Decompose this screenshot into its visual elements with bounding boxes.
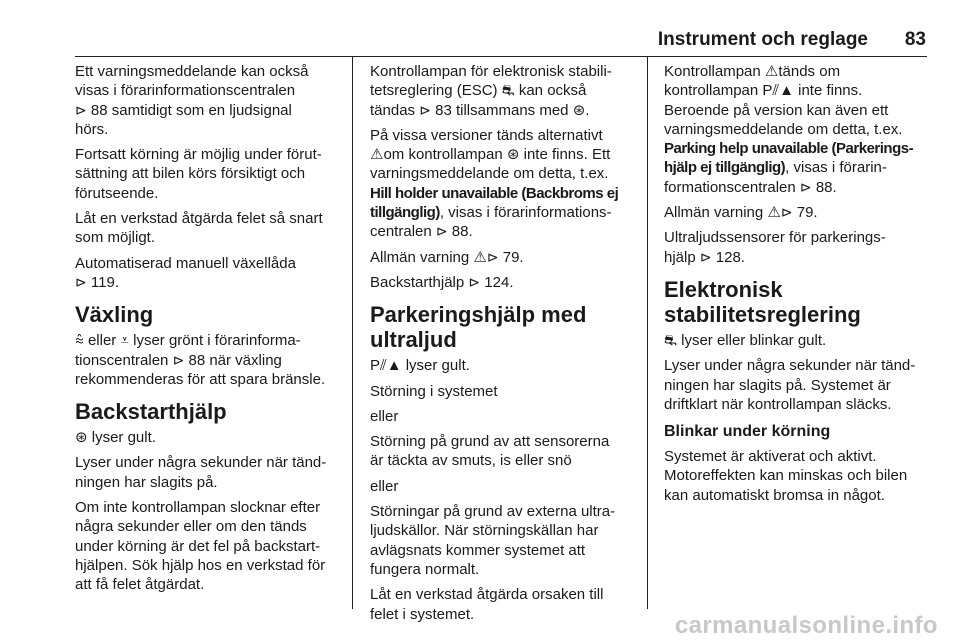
page-number: 83: [904, 29, 926, 50]
park-assist-icon: P⫽▲: [762, 82, 794, 100]
paragraph: Backstarthjälp ⊳ 124.: [370, 273, 514, 291]
page-ref-arrow-icon: ⊳: [699, 248, 712, 265]
paragraph: Om inte kontrollampan slocknar efter några sekunder eller om den tänds under körning är det fel på backstart- hjälpen. Sök hjälp hos en verkstad för att få felet åtgärdat.: [75, 499, 326, 594]
page-ref-link[interactable]: 124.: [484, 273, 514, 291]
page-ref-arrow-icon: ⊳: [172, 351, 185, 368]
paragraph: Låt en verkstad åtgärda orsaken till felet i systemet.: [370, 586, 604, 623]
page-ref-arrow-icon: ⊳: [75, 101, 87, 118]
paragraph: Automatiserad manuell växellåda ⊳ 119.: [75, 254, 296, 291]
paragraph: På vissa versioner tänds alternativt ⚠om kontrollampan ⊛ inte finns. Ett varningsmeddelande om detta, t.ex. Hill holder unavailable (Backbroms ej tillgänglig), visas i förarinformations- centralen ⊳ 88.: [370, 126, 619, 241]
page-ref-arrow-icon: ⊳: [486, 248, 499, 265]
paragraph: Allmän varning ⚠⊳ 79.: [664, 204, 818, 222]
paragraph: Störning i systemet: [370, 382, 498, 400]
header-rule: [75, 56, 927, 57]
page-ref-link[interactable]: 88.: [815, 178, 837, 196]
heading-parkeringshjalp: Parkeringshjälp med ultraljud: [370, 302, 587, 353]
paragraph: Ett varningsmeddelande kan också visas i förarinformationscentralen ⊳ 88 samtidigt som en ljudsignal hörs.: [75, 63, 309, 138]
shift-up-icon: ⩯: [75, 332, 84, 350]
watermark: carmanualsonline.info: [674, 612, 938, 639]
heading-blinkar-under-korning: Blinkar under körning: [664, 423, 831, 441]
page-ref-link[interactable]: 88 när växling: [188, 351, 282, 369]
heading-backstarthjalp: Backstarthjälp: [75, 399, 227, 425]
shift-down-icon: ⩡: [120, 332, 129, 350]
hill-start-icon: ⊛: [75, 429, 88, 447]
page-ref-link[interactable]: 119.: [90, 273, 119, 291]
paragraph: Kontrollampan för elektronisk stabili- tetsreglering (ESC) ⛐ kan också tändas ⊳ 83 tillsammans med ⊛.: [370, 63, 612, 119]
paragraph: Lyser under några sekunder när tänd- ningen har slagits på. Systemet är driftklart när kontrollampan släcks.: [664, 357, 916, 413]
column-divider-2: [647, 57, 648, 609]
paragraph: P⫽▲ lyser gult.: [370, 357, 470, 375]
page-ref-arrow-icon: ⊳: [799, 178, 812, 195]
paragraph: Allmän varning ⚠⊳ 79.: [370, 248, 524, 266]
page-header: [0, 28, 960, 58]
paragraph: ⛐ lyser eller blinkar gult.: [664, 331, 827, 349]
heading-elektronisk-stabilitetsreglering: Elektronisk stabilitetsreglering: [664, 276, 861, 327]
page-ref-arrow-icon: ⊳: [419, 101, 431, 118]
heading-vaxling: Växling: [75, 302, 154, 328]
page-ref-link[interactable]: 83 tillsammans med: [435, 101, 569, 119]
hill-start-icon: ⊛: [572, 101, 586, 119]
page-ref-arrow-icon: ⊳: [75, 273, 87, 290]
paragraph: ⊛ lyser gult.: [75, 429, 156, 447]
paragraph: Fortsatt körning är möjlig under förut- sättning att bilen körs försiktigt och förutseende.: [75, 146, 322, 202]
warning-triangle-icon: ⚠: [473, 248, 487, 266]
column-2: [370, 62, 642, 630]
paragraph: Lyser under några sekunder när tänd- ningen har slagits på.: [75, 454, 327, 491]
warning-triangle-icon: ⚠: [764, 63, 779, 80]
paragraph: Störningar på grund av externa ultra- ljudskällor. När störningskällan har avlägsnats kommer systemet att fungera normalt.: [370, 503, 616, 578]
page-ref-link[interactable]: 79.: [502, 248, 524, 266]
paragraph: eller: [370, 407, 399, 425]
column-1: [75, 62, 347, 601]
column-3: [664, 62, 936, 511]
paragraph: Kontrollampan ⚠tänds om kontrollampan P⫽▲ inte finns. Beroende på version kan även ett varningsmeddelande om detta, t.ex. Parking help unavailable (Parkerings- hjälp ej tillgänglig), visas i förarin- formationscentralen ⊳ 88.: [664, 63, 914, 196]
warning-triangle-icon: ⚠: [767, 204, 781, 222]
page-ref-link[interactable]: 88.: [451, 223, 473, 241]
page-ref-arrow-icon: ⊳: [435, 223, 448, 240]
page-ref-arrow-icon: ⊳: [468, 273, 481, 290]
page-ref-link[interactable]: 79.: [796, 204, 818, 222]
paragraph: eller: [370, 477, 399, 495]
column-divider-1: [352, 57, 353, 609]
page-title: Instrument och reglage: [657, 29, 868, 50]
paragraph: ⩯ eller ⩡ lyser grönt i förarinforma- tionscentralen ⊳ 88 när växling rekommenderas för att spara bränsle.: [75, 332, 326, 388]
paragraph: Låt en verkstad åtgärda felet så snart som möjligt.: [75, 210, 323, 247]
esc-skid-icon: ⛐: [501, 82, 515, 100]
page-ref-link[interactable]: 88 samtidigt som en ljudsignal: [90, 101, 292, 119]
page-ref-arrow-icon: ⊳: [780, 204, 793, 221]
esc-skid-icon: ⛐: [664, 331, 677, 349]
paragraph: Systemet är aktiverat och aktivt. Motoreffekten kan minskas och bilen kan automatiskt bromsa in något.: [664, 448, 908, 504]
park-assist-icon: P⫽▲: [370, 357, 402, 375]
warning-triangle-icon: ⚠: [370, 146, 384, 164]
page-ref-link[interactable]: 128.: [715, 248, 745, 266]
hill-start-icon: ⊛: [506, 146, 520, 164]
paragraph: Ultraljudssensorer för parkerings- hjälp ⊳ 128.: [664, 229, 886, 266]
paragraph: Störning på grund av att sensorerna är täckta av smuts, is eller snö: [370, 433, 610, 470]
